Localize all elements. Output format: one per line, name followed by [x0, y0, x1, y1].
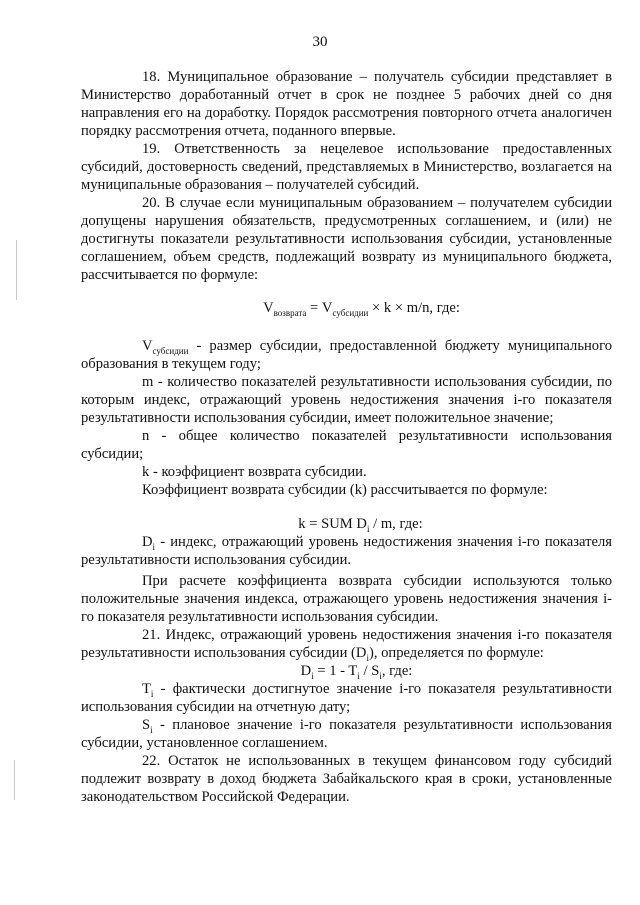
definition-symbol: S: [142, 717, 151, 733]
formula-subscript: субсидии: [332, 307, 369, 318]
formula-text: = V: [306, 300, 333, 316]
formula-symbol: D: [300, 663, 312, 679]
formula-subscript: i: [311, 670, 314, 681]
formula-subscript: i: [379, 670, 382, 681]
page-number: 30: [312, 34, 328, 50]
definition-symbol: D: [142, 534, 153, 550]
definition-subscript: i: [152, 541, 156, 552]
scan-margin-mark: [16, 240, 17, 300]
definition-text: - индекс, отражающий уровень недостижения значения i-го показателя результативности использования субсидии.: [81, 534, 612, 568]
definition-subscript: i: [150, 688, 154, 699]
paragraph-18: 18. Муниципальное образование – получатель субсидии представляет в Министерство доработанный отчет в срок не позднее 5 рабочих дней со дня направления его на доработку. Порядок рассмотрения повторного отчета аналогичен порядку рассмотрения отчета, поданного впервые.: [81, 69, 612, 139]
formula-text: = 1 - T: [313, 663, 358, 679]
definition-text: - размер субсидии, предоставленной бюджету муниципального образования в текущем году;: [81, 338, 612, 372]
definition-v-subsidy: [81, 337, 612, 373]
paragraph-text: ), определяется по формуле:: [368, 645, 544, 661]
definition-d: [81, 533, 612, 569]
paragraph-subscript: i: [366, 652, 369, 663]
formula-subscript: возврата: [273, 307, 307, 318]
formula-text: / S: [359, 663, 380, 679]
definition-symbol: V: [142, 338, 153, 354]
formula-subscript: i: [366, 523, 370, 534]
definition-text: - фактически достигнутое значение i-го показателя результативности использования субсидии на отчетную дату;: [81, 681, 612, 715]
scan-margin-mark: [14, 760, 15, 800]
definition-subscript: субсидии: [152, 345, 189, 356]
formula-text: / m, где:: [369, 516, 423, 532]
definition-text: - плановое значение i-го показателя результативности использования субсидии, установленное соглашением.: [81, 717, 612, 751]
definition-n: n - общее количество показателей результативности использования субсидии;: [81, 428, 612, 462]
document-body: [81, 68, 612, 806]
definition-subscript: i: [150, 724, 153, 735]
formula-text: × k × m/n, где:: [368, 300, 460, 316]
paragraph-20: 20. В случае если муниципальным образованием – получателем субсидии допущены нарушения обязательств, предусмотренных соглашением, и (или) не достигнуты показатели результативности использования субсидии, установленные соглашением, объем средств, подлежащий возврату из муниципального бюджета, рассчитывается по формуле:: [81, 195, 612, 283]
paragraph-calculation: При расчете коэффициента возврата субсидии используются только положительные значения индекса, отражающего уровень недостижения значения i-го показателя результативности использования субсидии.: [81, 573, 612, 625]
formula-symbol: V: [263, 300, 274, 316]
definition-m: m - количество показателей результативности использования субсидии, по которым индекс, отражающий уровень недостижения значения i-го показателя результативности использования субсидии, имеет положительное значение;: [81, 374, 612, 426]
definition-s: [81, 716, 612, 752]
formula-k: [81, 515, 612, 533]
formula-text: k = SUM D: [298, 516, 367, 532]
definition-k: k - коэффициент возврата субсидии.: [142, 464, 367, 480]
paragraph-21: [81, 626, 612, 662]
paragraph-19: 19. Ответственность за нецелевое использование предоставленных субсидий, достоверность сведений, представляемых в Министерство, возлагается на муниципальные образования – получателей субсидий.: [81, 141, 612, 193]
formula-return-volume: [81, 299, 612, 317]
paragraph-text: 21. Индекс, отражающий уровень недостижения значения i-го показателя результативности использования субсидии (D: [81, 627, 612, 661]
formula-text: , где:: [381, 663, 413, 679]
formula-subscript: i: [357, 670, 360, 681]
k-formula-intro: Коэффициент возврата субсидии (k) рассчитывается по формуле:: [142, 482, 548, 498]
definition-symbol: T: [142, 681, 151, 697]
definition-t: [81, 680, 612, 716]
formula-d: [81, 662, 612, 680]
paragraph-22: 22. Остаток не использованных в текущем финансовом году субсидий подлежит возврату в доход бюджета Забайкальского края в сроки, установленные законодательством Российской Федерации.: [81, 753, 612, 805]
